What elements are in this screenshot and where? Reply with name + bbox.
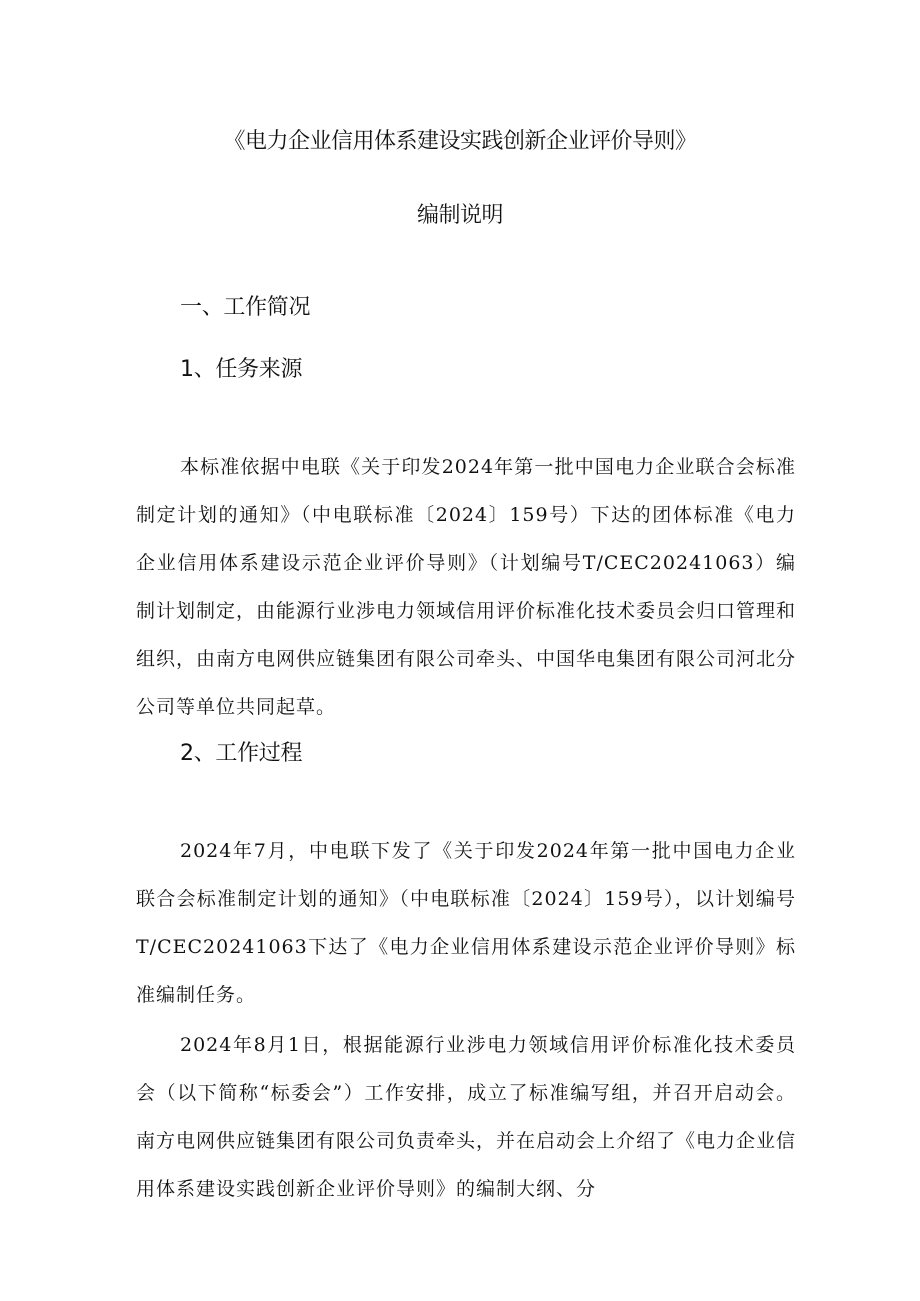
subsection-heading-task-source: 1、任务来源	[180, 357, 303, 382]
paragraph-work-process-july: 2024年7月，中电联下发了《关于印发2024年第一批中国电力企业联合会标准制定计划的通知》（中电联标准〔2024〕159号），以计划编号T/CEC20241063下达了《电力企业信用体系建设示范企业评价导则》标准编制任务。	[136, 840, 796, 1006]
document-subtitle: 编制说明	[416, 203, 503, 228]
document-title: 《电力企业信用体系建设实践创新企业评价导则》	[223, 129, 697, 154]
subsection-heading-work-process: 2、工作过程	[180, 741, 303, 766]
paragraph-work-process-august: 2024年8月1日，根据能源行业涉电力领域信用评价标准化技术委员会（以下简称“标委会”）工作安排，成立了标准编写组，并召开启动会。南方电网供应链集团有限公司负责牵头，并在启动会上介绍了《电力企业信用体系建设实践创新企业评价导则》的编制大纲、分	[136, 1034, 797, 1200]
paragraph-task-source: 本标准依据中电联《关于印发2024年第一批中国电力企业联合会标准制定计划的通知》（中电联标准〔2024〕159号）下达的团体标准《电力企业信用体系建设示范企业评价导则》（计划编号T/CEC20241063）编制计划制定，由能源行业涉电力领域信用评价标准化技术委员会归口管理和组织，由南方电网供应链集团有限公司牵头、中国华电集团有限公司河北分公司等单位共同起草。	[136, 456, 797, 718]
section-heading-work-overview: 一、工作简况	[180, 295, 311, 320]
